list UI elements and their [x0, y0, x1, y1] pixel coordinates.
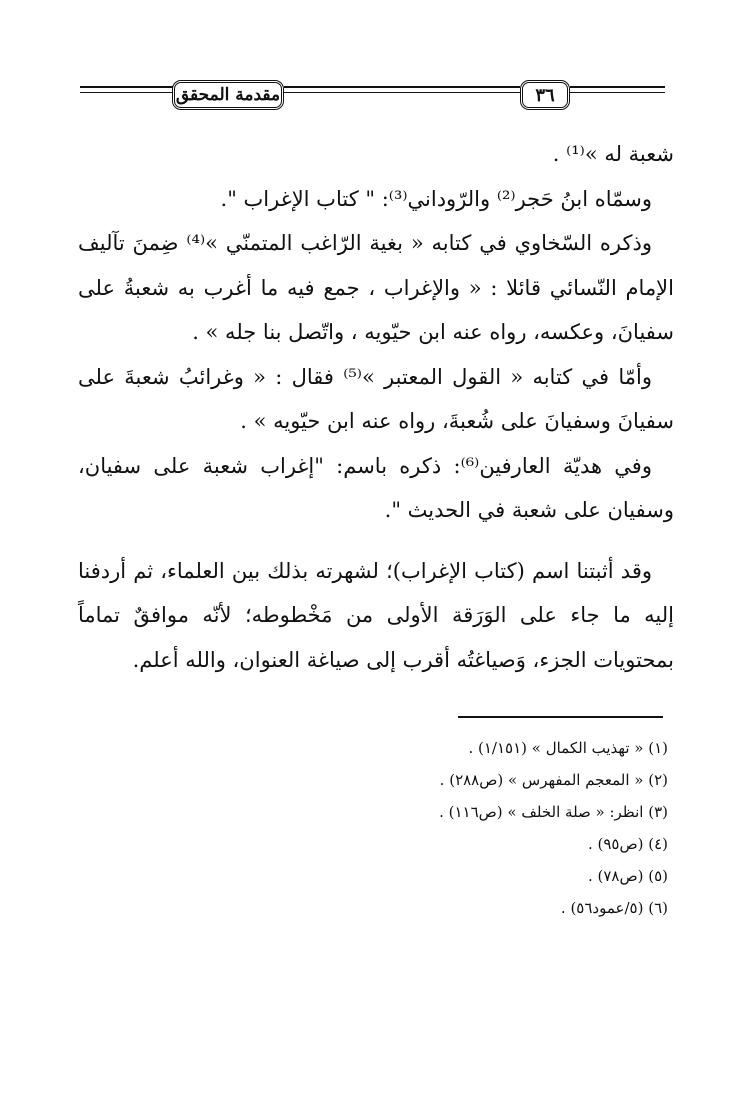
- section-title: مقدمة المحقق: [172, 80, 284, 110]
- footnote-separator: [458, 716, 663, 718]
- page-header: [80, 72, 665, 122]
- footnote-5: (٥) (ص٧٨) .: [587, 867, 668, 885]
- header-rule-right-bottom: [570, 92, 665, 93]
- header-rule-left-top: [80, 86, 175, 88]
- header-rule-left-bottom: [80, 92, 175, 93]
- header-rule-middle-top: [284, 86, 520, 88]
- footnote-1: (١) « تهذيب الكمال » (١/١٥١) .: [468, 739, 668, 757]
- header-rule-middle-bottom: [284, 92, 520, 93]
- footnote-2: (٢) « المعجم المفهرس » (ص٢٨٨) .: [439, 771, 668, 789]
- paragraph-2: وسمّاه ابنُ حَجر⁽²⁾ والرّوداني⁽³⁾: " كتاب الإغراب ".: [220, 186, 652, 211]
- paragraph-1: شعبة له »⁽¹⁾ .: [552, 142, 674, 166]
- footnotes: [78, 732, 668, 924]
- footnote-3: (٣) انظر: « صلة الخلف » (ص١١٦) .: [439, 803, 668, 821]
- paragraph-4: وأمّا في كتابه « القول المعتبر »⁽⁵⁾ فقال : « وغرائبُ شعبةَ على سفيانَ وسفيانَ على شُعبةَ، رواه عنه ابن حيّويه » .: [78, 364, 674, 433]
- paragraph-6: وقد أثبتنا اسم (كتاب الإغراب)؛ لشهرته بذلك بين العلماء، ثم أردفنا إليه ما جاء على الوَرَقة الأولى من مَخْطوطه؛ لأنّه موافقٌ تماماً بمحتويات الجزء، وَصياغتُه أقرب إلى صياغة العنوان، والله أعلم.: [78, 558, 674, 672]
- page-number: ٣٦: [520, 80, 570, 110]
- main-text: [78, 132, 674, 682]
- footnote-4: (٤) (ص٩٥) .: [587, 835, 668, 853]
- paragraph-5: وفي هديّة العارفين⁽⁶⁾: ذكره باسم: "إغراب شعبة على سفيان، وسفيان على شعبة في الحديث ".: [78, 453, 674, 522]
- header-rule-right-top: [570, 86, 665, 88]
- paragraph-3: وذكره السّخاوي في كتابه « بغية الرّاغب المتمنّي »⁽⁴⁾ ضِمنَ تآليف الإمام النّسائي قائلا : « والإغراب ، جمع فيه ما أغرب به شعبةُ على سفيانَ، وعكسه، رواه عنه ابن حيّويه ، واتّصل بنا جله » .: [78, 231, 674, 344]
- footnote-6: (٦) (٥/عمود٥٦) .: [560, 899, 668, 917]
